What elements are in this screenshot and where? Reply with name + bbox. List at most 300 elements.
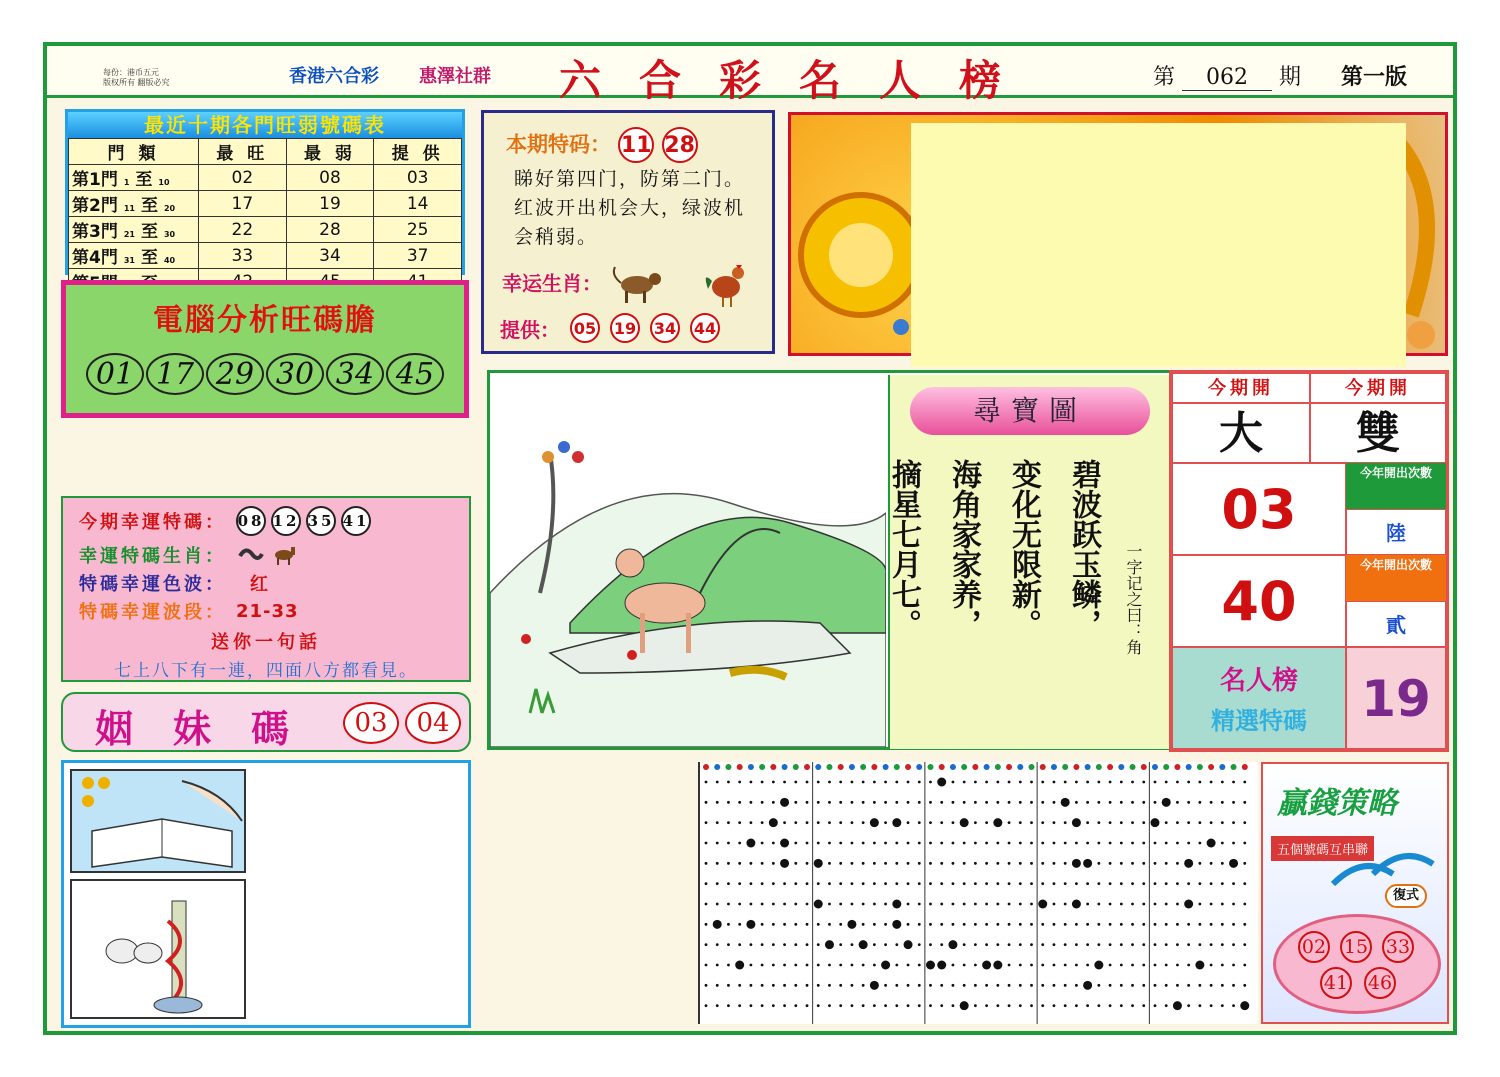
grid-dot <box>895 943 898 946</box>
grid-dot <box>1232 964 1235 967</box>
grid-dot <box>1221 821 1224 824</box>
treasure-poem <box>886 459 1104 639</box>
grid-dot <box>929 862 932 865</box>
grid-dot <box>1075 984 1078 987</box>
grid-dot <box>851 1004 854 1007</box>
grid-dot <box>996 781 999 784</box>
stat-number-2: 40 <box>1172 555 1346 647</box>
grid-dot <box>996 842 999 845</box>
hit-dot <box>960 1001 969 1010</box>
grid-dot <box>1221 943 1224 946</box>
hit-dot <box>825 940 834 949</box>
column-header: 最 弱 <box>286 139 374 165</box>
grid-dot <box>1154 1004 1157 1007</box>
grid-dot <box>1198 821 1201 824</box>
grid-dot <box>1030 943 1033 946</box>
grid-dot <box>1008 984 1011 987</box>
number-ball: 29 <box>206 353 264 395</box>
treasure-title: 尋寶圖 <box>910 387 1150 435</box>
grid-dot <box>1142 821 1145 824</box>
grid-dot <box>1243 821 1246 824</box>
grid-dot <box>1154 862 1157 865</box>
grid-dot <box>839 821 842 824</box>
grid-dot <box>1198 882 1201 885</box>
grid-dot <box>817 821 820 824</box>
stats-header-right: 今期開 <box>1310 373 1446 403</box>
grid-dot <box>783 1004 786 1007</box>
grid-dot <box>1176 903 1179 906</box>
hit-dot <box>780 859 789 868</box>
grid-dot <box>1142 862 1145 865</box>
grid-dot <box>1198 862 1201 865</box>
number-ball: 30 <box>266 353 324 395</box>
grid-dot <box>1154 882 1157 885</box>
grid-dot <box>1221 923 1224 926</box>
grid-dot <box>996 862 999 865</box>
grid-dot <box>1097 821 1100 824</box>
grid-dot <box>1075 1004 1078 1007</box>
advert-blank-area <box>911 123 1406 367</box>
grid-dot <box>817 842 820 845</box>
grid-dot <box>705 821 708 824</box>
grid-dot <box>839 943 842 946</box>
grid-dot <box>974 984 977 987</box>
grid-dot <box>1221 903 1224 906</box>
grid-dot <box>1086 1004 1089 1007</box>
header-marker <box>860 764 866 770</box>
header-marker <box>916 764 922 770</box>
grid-dot <box>1176 882 1179 885</box>
grid-dot <box>940 923 943 926</box>
grid-dot <box>1041 964 1044 967</box>
grid-dot <box>1198 903 1201 906</box>
header-marker <box>984 764 990 770</box>
hit-dot <box>1173 1001 1182 1010</box>
grid-dot <box>996 943 999 946</box>
strategy-ball: 33 <box>1382 931 1414 963</box>
grid-dot <box>851 862 854 865</box>
snake-icon <box>238 546 264 564</box>
grid-dot <box>839 964 842 967</box>
grid-dot <box>1120 781 1123 784</box>
grid-dot <box>1221 801 1224 804</box>
page-title: 六合彩名人榜 <box>559 56 1040 105</box>
grid-dot <box>1109 903 1112 906</box>
grid-dot <box>940 821 943 824</box>
grid-dot <box>716 821 719 824</box>
grid-dot <box>895 781 898 784</box>
grid-dot <box>817 943 820 946</box>
grid-dot <box>1176 781 1179 784</box>
grid-dot <box>716 964 719 967</box>
grid-dot <box>761 923 764 926</box>
grid-dot <box>1232 923 1235 926</box>
grid-dot <box>1075 882 1078 885</box>
grid-dot <box>705 882 708 885</box>
header-marker <box>1062 764 1068 770</box>
grid-dot <box>974 964 977 967</box>
grid-dot <box>705 964 708 967</box>
grid-dot <box>749 801 752 804</box>
hit-dot <box>881 961 890 970</box>
grid-dot <box>1176 801 1179 804</box>
grid-dot <box>1210 1004 1213 1007</box>
grid-dot <box>772 781 775 784</box>
grid-dot <box>727 964 730 967</box>
grid-dot <box>1232 1004 1235 1007</box>
grid-dot <box>1187 842 1190 845</box>
grid-dot <box>806 842 809 845</box>
grid-dot <box>862 923 865 926</box>
grid-dot <box>1019 1004 1022 1007</box>
grid-dot <box>817 923 820 926</box>
grid-dot <box>705 862 708 865</box>
header-marker <box>927 764 933 770</box>
computer-analysis-panel <box>61 280 469 418</box>
grid-dot <box>716 781 719 784</box>
grid-dot <box>1041 781 1044 784</box>
strategy-tag: 五個號碼互串聯 <box>1271 836 1374 861</box>
grid-dot <box>1097 943 1100 946</box>
grid-dot <box>794 882 797 885</box>
grid-dot <box>738 842 741 845</box>
grid-dot <box>1243 882 1246 885</box>
grid-dot <box>716 984 719 987</box>
grid-dot <box>952 801 955 804</box>
grid-dot <box>1210 781 1213 784</box>
provide-ball: 34 <box>650 313 680 343</box>
header-marker <box>1085 764 1091 770</box>
grid-dot <box>1008 781 1011 784</box>
grid-dot <box>1030 1004 1033 1007</box>
computer-analysis-numbers <box>86 353 444 395</box>
grid-dot <box>1008 862 1011 865</box>
grid-dot <box>839 781 842 784</box>
grid-dot <box>749 1004 752 1007</box>
rooster-icon <box>702 263 752 307</box>
grid-dot <box>738 1004 741 1007</box>
grid-dot <box>952 964 955 967</box>
grid-dot <box>1142 923 1145 926</box>
grid-dot <box>794 964 797 967</box>
grid-dot <box>1030 964 1033 967</box>
column-header: 最 旺 <box>199 139 287 165</box>
lucky-range-label: 特碼幸運波段： <box>79 602 226 623</box>
number-ball: 01 <box>86 353 144 395</box>
grid-dot <box>907 882 910 885</box>
grid-dot <box>716 882 719 885</box>
grid-dot <box>1131 923 1134 926</box>
grid-dot <box>828 781 831 784</box>
grid-dot <box>1131 801 1134 804</box>
grid-dot <box>851 781 854 784</box>
rights-line: 版权所有 翻版必究 <box>103 78 170 87</box>
grid-dot <box>1019 923 1022 926</box>
provide-ball: 05 <box>570 313 600 343</box>
sister-numbers-panel <box>61 692 471 752</box>
grid-dot <box>1120 821 1123 824</box>
grid-dot <box>1198 1004 1201 1007</box>
grid-dot <box>1232 801 1235 804</box>
grid-dot <box>772 903 775 906</box>
hit-dot <box>993 961 1002 970</box>
grid-dot <box>727 801 730 804</box>
saying-title: 送你一句話 <box>211 632 321 653</box>
grid-dot <box>929 923 932 926</box>
grid-dot <box>749 984 752 987</box>
header-marker <box>759 764 765 770</box>
column-header: 提 供 <box>374 139 462 165</box>
grid-dot <box>1075 943 1078 946</box>
grid-dot <box>952 1004 955 1007</box>
grid-dot <box>929 943 932 946</box>
header-marker <box>1242 764 1248 770</box>
grid-dot <box>1131 964 1134 967</box>
hit-dot <box>847 920 856 929</box>
grid-dot <box>1243 903 1246 906</box>
lucky-zodiac <box>502 263 752 307</box>
grid-dot <box>738 862 741 865</box>
grid-dot <box>952 781 955 784</box>
issue-suffix: 期 <box>1279 65 1302 90</box>
grid-dot <box>851 842 854 845</box>
fame-number: 19 <box>1346 647 1446 749</box>
grid-dot <box>952 882 955 885</box>
grid-dot <box>1210 903 1213 906</box>
grid-dot <box>963 903 966 906</box>
hit-dot <box>993 818 1002 827</box>
grid-dot <box>839 984 842 987</box>
header-marker <box>1073 764 1079 770</box>
trend-dot-grid <box>700 762 1260 1024</box>
grid-dot <box>794 842 797 845</box>
grid-dot <box>907 964 910 967</box>
weak-strong-table <box>65 109 465 275</box>
grid-dot <box>996 801 999 804</box>
grid-dot <box>727 821 730 824</box>
club-name: 惠澤社群 <box>419 66 491 87</box>
grid-dot <box>963 984 966 987</box>
header-marker <box>871 764 877 770</box>
fame-subtitle: 精選特碼 <box>1211 707 1307 735</box>
grid-dot <box>907 1004 910 1007</box>
grid-dot <box>1086 943 1089 946</box>
grid-dot <box>884 923 887 926</box>
grid-dot <box>1086 801 1089 804</box>
grid-dot <box>918 862 921 865</box>
grid-dot <box>839 923 842 926</box>
grid-dot <box>1030 821 1033 824</box>
grid-dot <box>1176 821 1179 824</box>
hit-dot <box>982 961 991 970</box>
grid-dot <box>727 943 730 946</box>
grid-dot <box>705 903 708 906</box>
header-marker <box>1219 764 1225 770</box>
brand-name: 香港六合彩 <box>289 66 379 87</box>
header-marker <box>972 764 978 770</box>
grid-dot <box>761 821 764 824</box>
grid-dot <box>1198 984 1201 987</box>
header-marker <box>1163 764 1169 770</box>
grid-dot <box>1154 903 1157 906</box>
grid-dot <box>1176 943 1179 946</box>
stat-number-1: 03 <box>1172 463 1346 555</box>
grid-dot <box>806 984 809 987</box>
grid-dot <box>1064 903 1067 906</box>
grid-dot <box>952 984 955 987</box>
header-marker <box>815 764 821 770</box>
grid-dot <box>1210 964 1213 967</box>
grid-dot <box>963 882 966 885</box>
header-marker <box>1152 764 1158 770</box>
grid-dot <box>727 842 730 845</box>
grid-dot <box>1120 923 1123 926</box>
grid-dot <box>851 882 854 885</box>
grid-dot <box>940 882 943 885</box>
grid-dot <box>929 821 932 824</box>
grid-dot <box>952 923 955 926</box>
grid-dot <box>918 842 921 845</box>
stat-count-2: 貳 <box>1346 601 1446 647</box>
grid-dot <box>1142 882 1145 885</box>
grid-dot <box>974 882 977 885</box>
header-marker <box>1107 764 1113 770</box>
provide-ball: 44 <box>690 313 720 343</box>
grid-dot <box>907 842 910 845</box>
grid-dot <box>1019 984 1022 987</box>
grid-dot <box>828 964 831 967</box>
grid-dot <box>974 1004 977 1007</box>
grid-dot <box>918 801 921 804</box>
grid-dot <box>940 984 943 987</box>
grid-dot <box>1131 943 1134 946</box>
grid-dot <box>1142 842 1145 845</box>
grid-dot <box>1221 781 1224 784</box>
grid-dot <box>828 882 831 885</box>
grid-dot <box>974 862 977 865</box>
hit-dot <box>780 839 789 848</box>
header-marker <box>725 764 731 770</box>
grid-dot <box>952 903 955 906</box>
grid-dot <box>828 842 831 845</box>
grid-dot <box>772 943 775 946</box>
grid-dot <box>985 903 988 906</box>
hit-dot <box>746 920 755 929</box>
grid-dot <box>1075 842 1078 845</box>
grid-dot <box>963 801 966 804</box>
grid-dot <box>862 1004 865 1007</box>
grid-dot <box>772 882 775 885</box>
grid-dot <box>1176 984 1179 987</box>
saying-text: 七上八下有一連，四面八方都看見。 <box>114 661 418 681</box>
grid-dot <box>1008 1004 1011 1007</box>
grid-dot <box>828 903 831 906</box>
grid-dot <box>1221 984 1224 987</box>
grid-dot <box>895 1004 898 1007</box>
grid-dot <box>895 964 898 967</box>
grid-dot <box>761 903 764 906</box>
grid-dot <box>716 862 719 865</box>
lucky-color-value: 红 <box>250 574 271 595</box>
grid-dot <box>1232 943 1235 946</box>
grid-dot <box>918 903 921 906</box>
grid-dot <box>1041 842 1044 845</box>
grid-dot <box>1019 842 1022 845</box>
grid-dot <box>1097 801 1100 804</box>
grid-dot <box>1041 984 1044 987</box>
grid-dot <box>1064 821 1067 824</box>
fame-title: 名人榜 <box>1219 666 1298 696</box>
hit-dot <box>937 778 946 787</box>
deer-landscape-illustration <box>490 373 886 747</box>
grid-dot <box>794 1004 797 1007</box>
provide-label: 提供： <box>500 317 560 342</box>
grid-dot <box>1008 943 1011 946</box>
grid-dot <box>1198 923 1201 926</box>
strategy-numbers <box>1273 914 1441 1014</box>
grid-dot <box>1030 923 1033 926</box>
poem-column: 变化无限新。 <box>1006 459 1041 639</box>
computer-analysis-title: 電腦分析旺碼膽 <box>153 303 377 338</box>
grid-dot <box>918 821 921 824</box>
grid-dot <box>851 984 854 987</box>
hit-dot <box>926 961 935 970</box>
grid-dot <box>884 862 887 865</box>
grid-dot <box>1064 943 1067 946</box>
grid-dot <box>1187 801 1190 804</box>
grid-dot <box>884 801 887 804</box>
grid-dot <box>1120 882 1123 885</box>
grid-dot <box>806 943 809 946</box>
grid-dot <box>918 964 921 967</box>
grid-dot <box>985 984 988 987</box>
grid-dot <box>1109 862 1112 865</box>
header-marker <box>1197 764 1203 770</box>
grid-dot <box>1154 964 1157 967</box>
issue-label <box>1153 60 1301 91</box>
grid-dot <box>1187 923 1190 926</box>
grid-dot <box>1019 943 1022 946</box>
hit-dot <box>859 940 868 949</box>
grid-dot <box>884 882 887 885</box>
grid-dot <box>940 1004 943 1007</box>
grid-dot <box>873 842 876 845</box>
grid-dot <box>1086 821 1089 824</box>
lucky-range-row <box>79 598 299 624</box>
grid-dot <box>727 882 730 885</box>
grid-dot <box>1210 984 1213 987</box>
header-marker <box>793 764 799 770</box>
grid-dot <box>963 943 966 946</box>
grid-dot <box>1109 801 1112 804</box>
sister-ball: 03 <box>343 702 399 744</box>
special-code-header <box>506 127 698 163</box>
grid-dot <box>974 842 977 845</box>
grid-dot <box>1210 943 1213 946</box>
grid-dot <box>1131 882 1134 885</box>
strategy-ball: 46 <box>1364 967 1396 999</box>
grid-dot <box>1053 984 1056 987</box>
lucky-ball: 35 <box>306 506 336 536</box>
grid-dot <box>794 903 797 906</box>
grid-dot <box>772 1004 775 1007</box>
grid-dot <box>828 821 831 824</box>
grid-dot <box>996 1004 999 1007</box>
grid-dot <box>716 943 719 946</box>
hit-dot <box>780 798 789 807</box>
grid-dot <box>1142 1004 1145 1007</box>
grid-dot <box>985 862 988 865</box>
